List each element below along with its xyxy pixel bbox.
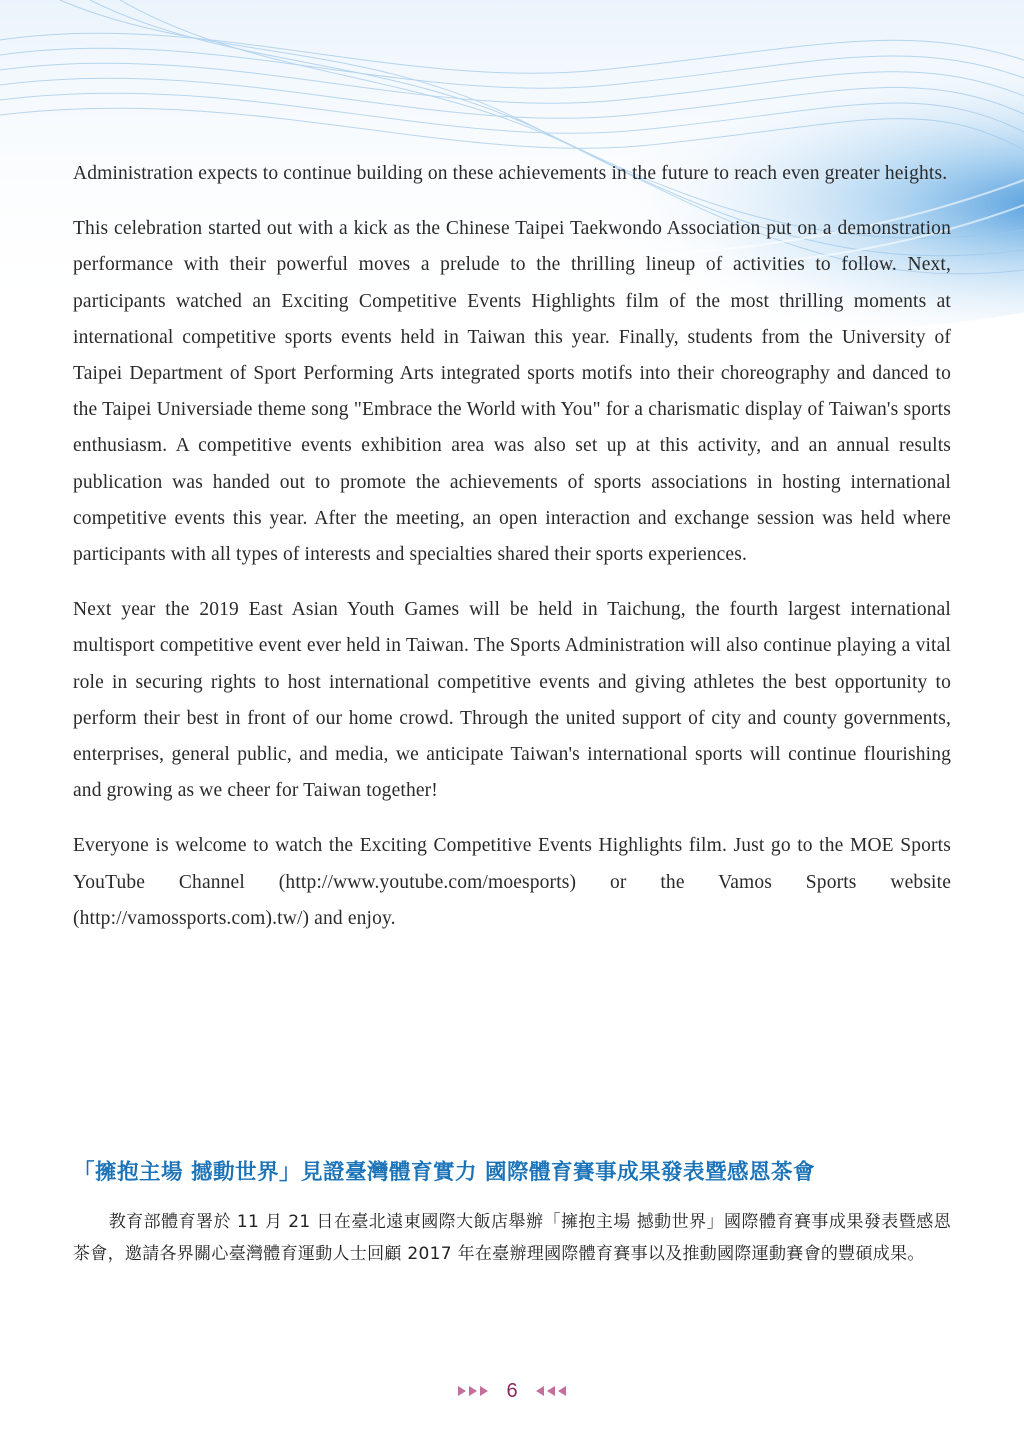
- paragraph-celebration: This celebration started out with a kick as the Chinese Taipei Taekwondo Association put on a demonstration performance with their powerful moves a prelude to the thrilling lineup of activities to follow. Next, participants watched an Exciting Competitive Events Highlights film of the most thrilling moments at international competitive sports events held in Taiwan this year. Finally, students from the University of Taipei Department of Sport Performing Arts integrated sports motifs into their choreography and danced to the Taipei Universiade theme song "Embrace the World with You" for a charismatic display of Taiwan's sports enthusiasm. A competitive events exhibition area was also set up at this activity, and an annual results publication was handed out to promote the achievements of sports associations in hosting international competitive events this year. After the meeting, an open interaction and exchange session was held where participants with all types of interests and specialties shared their sports experiences.: [73, 218, 951, 566]
- page-footer: [0, 1376, 1024, 1406]
- paragraph-video-info: Everyone is welcome to watch the Exciting Competitive Events Highlights film. Just go to the MOE Sports YouTube Channel (http://www.youtube.com/moesports) or the Vamos Sports website (http://vamossports.com).tw/) and enjoy.: [73, 835, 951, 929]
- left-arrows-icon: [536, 1386, 566, 1396]
- page-number: 6: [506, 1379, 518, 1402]
- chinese-section-body: 教育部體育署於 11 月 21 日在臺北遠東國際大飯店舉辦「擁抱主場 撼動世界」國際體育賽事成果發表暨感恩茶會，邀請各界關心臺灣體育運動人士回顧 2017 年在臺辦理國際體育賽事以及推動國際運動賽會的豐碩成果。: [73, 1212, 951, 1264]
- paragraph-continuation: Administration expects to continue building on these achievements in the future to reach even greater heights.: [73, 163, 948, 184]
- chinese-section-title: 「擁抱主場 撼動世界」見證臺灣體育實力 國際體育賽事成果發表暨感恩茶會: [73, 1160, 815, 1185]
- article-body: [73, 156, 951, 956]
- right-arrows-icon: [458, 1386, 488, 1396]
- paragraph-next-year: Next year the 2019 East Asian Youth Games will be held in Taichung, the fourth largest international multisport competitive event ever held in Taiwan. The Sports Administration will also continue playing a vital role in securing rights to host international competitive events and giving athletes the best opportunity to perform their best in front of our home crowd. Through the united support of city and county governments, enterprises, general public, and media, we anticipate Taiwan's international sports will continue flourishing and growing as we cheer for Taiwan together!: [73, 599, 951, 802]
